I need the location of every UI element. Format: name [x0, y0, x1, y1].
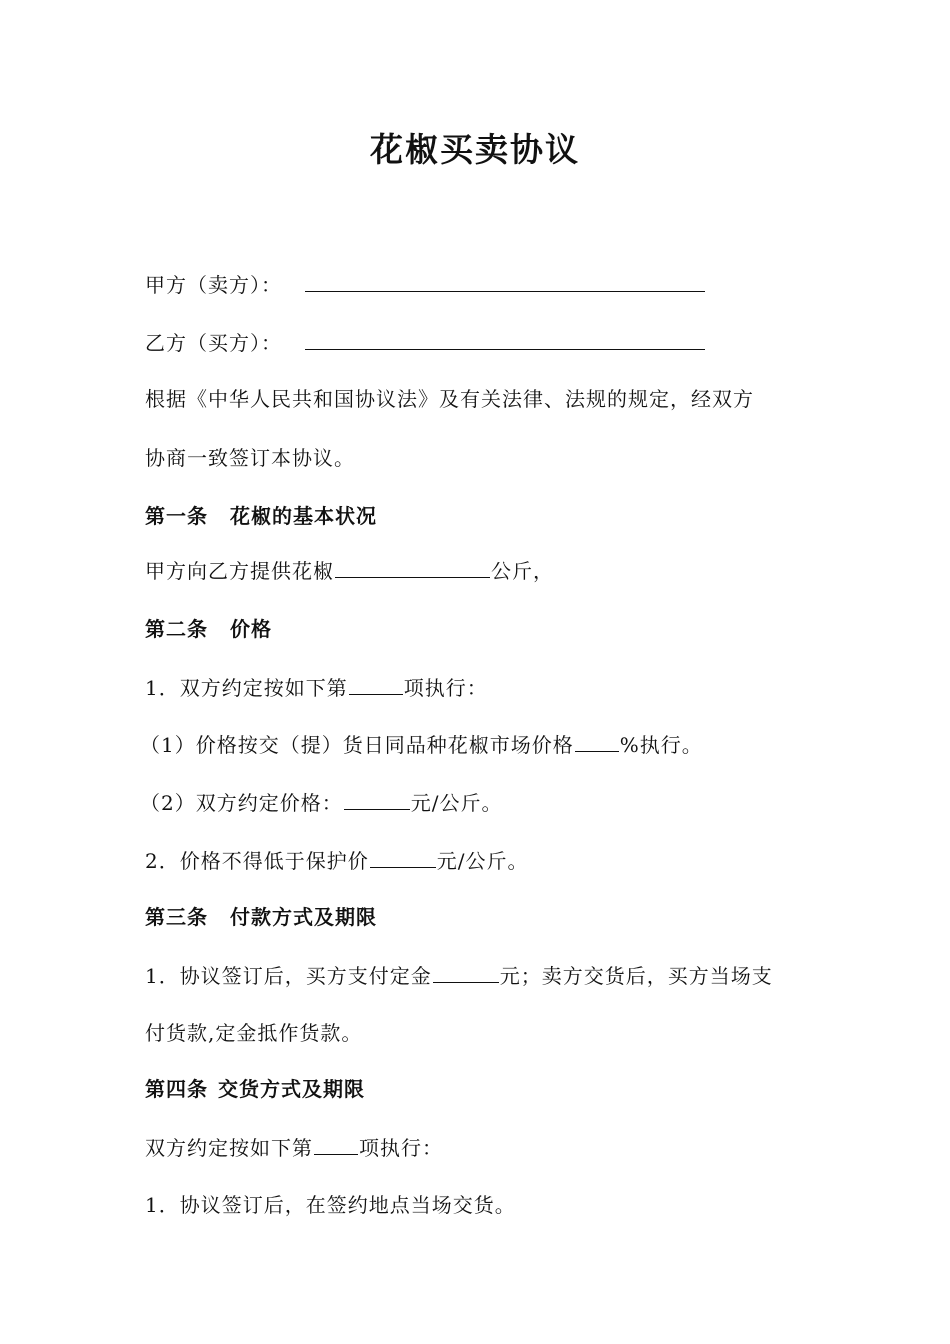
section-4-heading	[145, 1074, 365, 1104]
intro-paragraph-line-2: 协商一致签订本协议。	[145, 446, 355, 470]
party-a-line	[145, 269, 706, 300]
section-2-line-2	[140, 729, 703, 760]
section-title: 价格	[230, 617, 272, 641]
section-1-line-1	[145, 555, 554, 586]
line-text: 双方约定按如下第	[145, 1136, 313, 1160]
party-b-line	[145, 327, 706, 358]
section-number: 第四条	[145, 1077, 208, 1101]
section-3-heading	[145, 902, 377, 932]
quantity-blank[interactable]	[335, 555, 490, 578]
line-text: 元；卖方交货后，买方当场支	[499, 964, 773, 988]
line-text: 1．协议签订后，买方支付定金	[145, 964, 432, 988]
line-text: 元/公斤。	[410, 791, 503, 815]
intro-paragraph-line-1: 根据《中华人民共和国协议法》及有关法律、法规的规定，经双方	[145, 387, 754, 411]
section-2-line-3	[140, 787, 502, 818]
section-title: 付款方式及期限	[230, 905, 377, 929]
section-2-line-4	[145, 845, 528, 876]
line-text: 甲方向乙方提供花椒	[145, 559, 334, 583]
section-4-line-1	[145, 1132, 443, 1163]
line-text: （1）价格按交（提）货日同品种花椒市场价格	[140, 733, 574, 757]
line-text: 2．价格不得低于保护价	[145, 849, 369, 873]
section-1-heading	[145, 501, 377, 531]
delivery-option-blank[interactable]	[314, 1132, 358, 1155]
party-a-blank[interactable]	[305, 269, 705, 292]
line-text: 1．双方约定按如下第	[145, 676, 348, 700]
line-text: %执行。	[619, 733, 703, 757]
document-title: 花椒买卖协议	[370, 130, 580, 169]
party-b-blank[interactable]	[305, 327, 705, 350]
section-3-line-2	[145, 1018, 362, 1048]
party-a-label: 甲方（卖方）：	[145, 273, 282, 297]
line-text: 公斤，	[491, 559, 554, 583]
agreed-price-blank[interactable]	[344, 787, 410, 810]
section-number: 第三条	[145, 905, 208, 929]
party-b-label: 乙方（买方）：	[145, 331, 282, 355]
section-number: 第一条	[145, 504, 208, 528]
line-text: 项执行：	[403, 676, 488, 700]
section-2-heading	[145, 614, 272, 644]
protection-price-blank[interactable]	[370, 845, 436, 868]
section-title: 花椒的基本状况	[230, 504, 377, 528]
line-text: （2）双方约定价格：	[140, 791, 343, 815]
line-text: 元/公斤。	[436, 849, 529, 873]
percent-blank[interactable]	[575, 729, 619, 752]
line-text: 付货款,定金抵作货款。	[145, 1021, 363, 1045]
line-text: 1．协议签订后，在签约地点当场交货。	[145, 1193, 516, 1217]
section-4-line-2	[145, 1190, 516, 1220]
option-blank[interactable]	[349, 672, 403, 695]
line-text: 项执行：	[359, 1136, 443, 1160]
deposit-blank[interactable]	[433, 960, 499, 983]
section-3-line-1	[145, 960, 773, 991]
section-title: 交货方式及期限	[218, 1077, 365, 1101]
section-number: 第二条	[145, 617, 208, 641]
section-2-line-1	[145, 672, 488, 703]
